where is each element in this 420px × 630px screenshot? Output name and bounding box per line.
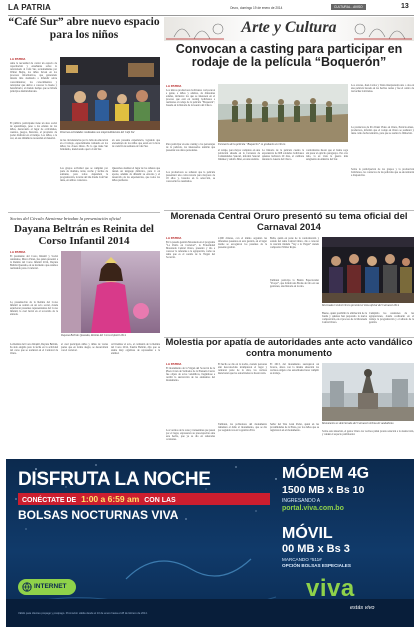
casting-body-4: el rodaje, para mayor completo en una población situada en la Carretera de Comunidades Saucari, informó Saucari Jiménez y Adolfo Mier, en una reunión.	[218, 149, 260, 162]
ad-movil-panel	[282, 525, 410, 573]
molestia-photo-caption: Monumento es deteriorado del Carnaval víctima de vandalismo	[322, 422, 394, 425]
casting-body-6: conformados hacen que el frente soga sin pasar el ejército paraguayo. Por otro lado, la ex vista la guerra más sangrienta de América del Sur.	[306, 149, 348, 162]
molestia-body-3: El hecho se dio en la noche, cuando personas aún desconocidas irrumpieron el lugar y retiraron parte de la obra, los vecinos mencionan que las autoridades no hacen nada.	[218, 363, 267, 376]
dayana-photo-caption: Dayana Beltrán Quezada, Reinita del Corso Infantil 2014	[61, 334, 126, 337]
molestia-body-5: El 2013, del monumento sustrajeron un bronce, ahora con la misma situación los vecinos exigen a las autoridades hacer cumplir su trabajo.	[270, 363, 319, 376]
cafe-byline: LA PATRIA	[10, 57, 26, 61]
page-number: 13	[401, 3, 409, 10]
internet-badge	[18, 579, 76, 595]
casting-body-9: Sobre la participación de los grupos y la producción bolivianos, los contactos de las películas que se encontrarán a disposición.	[351, 168, 414, 178]
cafe-photo-image	[60, 57, 160, 130]
cafe-photo	[60, 57, 160, 130]
section-label: CULTURAL - AVISO	[331, 4, 366, 10]
culture-banner-title: Arte y Cultura	[241, 19, 337, 36]
casting-photo-caption: Escenario de la película “Boquerón” se grabarán en Oruro	[218, 143, 286, 146]
cafe-body-1: Ante la necesidad de contar un espacio de capacitación y enseñanza sobre lo relacionado al Café Sur, recientemente por Walter Mejía, los niños llevan en los procesos informativos, que generando interés más destinado a difundir sobre conocimientos; los conocimientos y relacionar que derive a conocer lo bueno y beneficiario; el mundo tiempo que se brinde principios multiculturales.	[10, 62, 57, 93]
casting-body-7: Los actores, Juan Carlos y Tania interpretarán uno o dos en una película basada en los hechos reales y fue el centro de las luchas bolivianas.	[351, 84, 414, 94]
ad-time-range: 1:00 a 6:59 am	[81, 494, 140, 504]
masthead	[8, 3, 414, 16]
dayana-kicker: Socios del Círculo Ateniense brindan la presentación oficial	[10, 216, 121, 221]
molestia-photo-image	[322, 363, 414, 421]
molestia-body-7: Sobre esta situación, el gestor Oruro los vecinos piden pronta solución a la destrucción, y cuiden el espacio patrimonial.	[322, 430, 414, 437]
morenada-photo-caption: Morenada Central Oruro presentó el tema oficial del Carnaval 2014	[322, 304, 399, 307]
cafe-photo-caption: Diversas actividades realizadas son emprendimientos del Café Sur	[60, 131, 135, 134]
ad-time-suffix: CON LAS	[144, 497, 176, 504]
morenada-body-6: Cumplido las reuniones de las agrupaciones, donde realizarán en el trabajo la programación y el sábado de la gestión.	[369, 312, 414, 325]
morenada-body-1: En la pasada gestión Morenada en el programa “La Patria en Carnaval”, la Fraternidad Morenada Central Oruro, presentó y dio a conocer lo referente a la agrupación, como su tema que es el sonido de la Virgen del Socavón.	[166, 241, 215, 260]
cafe-body-2: El público participante tiene un área social de aprendizaje, pese a las edades de los niños, destacando el lugar de actividades, cuentos, juegos, historias, el propósito de poder disfrutar en el tiempo. Los niños, a la vez, en sus dinámicas recuerdan el material.	[10, 122, 57, 141]
casting-body-2: Para participar en este casting o los personajes de la película, los interesados tendrán que presentar sus datos personales.	[166, 143, 215, 153]
movil-price: 00 MB x Bs 3	[282, 543, 350, 555]
casting-photo	[218, 84, 348, 142]
dayana-byline: LA PATRIA	[10, 250, 26, 254]
movil-option: OPCIÓN BOLSAS ESPECIALES	[282, 563, 351, 568]
ad-time-prefix: CONÉCTATE DE	[22, 497, 77, 504]
dayana-body-2: La presentación de la Reinita del Corso Infantil se realizó en un acto social, donde estuvieron presentes representantes del Corso Infantil, la cual lucirá en el recorrido de la entrada.	[10, 301, 58, 317]
divider-left	[8, 212, 160, 213]
morenada-body-4: Tambien participa la Banda Espectacular “Poopó”, que brindó una Bodas de Oro en sus gestiones, una historia en la ruta.	[270, 279, 319, 289]
molestia-photo	[322, 363, 414, 421]
dayana-body-5: Al finalizar el acto, el comisión de la Reinita del Corso 2014, Sandra Beltrán, dijo que se siente muy orgullosa de representar a la entidad.	[111, 343, 160, 356]
culture-banner	[164, 17, 414, 41]
movil-code: MARCANDO *511#	[282, 557, 322, 562]
molestia-headline: Molestia por apatía de autoridades ante acto vandálico contra monumento	[165, 337, 413, 359]
viva-ad	[6, 459, 414, 627]
morenada-photo	[322, 237, 414, 303]
dayana-body-1: El presidente del Corso Infantil y Social Ateniense, Marco Pérez, fue quien presentó a la Reinita del Corso Infantil 2014, Dayana Beltrán Quezada, en su momento que estamos realizando para el carnaval.	[10, 255, 58, 271]
casting-body-1: Los únicos productores bolivianos convocaron a gente, a niños y adultos, de diferentes edades, inclusive los que se interesen en el proceso que está en casting bolivianos a realizarse el rodaje de la película “Boquerón”, basada en la historia de la Guerra del Chaco.	[166, 89, 215, 108]
cafe-body-3: de las circunstancias por la falta de educación en el trabajo, especialmente tomando en los niños; las clases Oruro. Es lo que tiene Sur brindando, mencionado que la Café Sur.	[60, 139, 108, 152]
cafe-body-4: Las grupos actividad que se cumplan por parte de mañana, tarde, noche y fechas de adelante, para todos dependerá la programación, la tarde del día dónde Café Sur tiene, en ambos contextos.	[60, 167, 108, 183]
modem-price: 1500 MB x Bs 10	[282, 484, 365, 496]
issue-date: Oruro, domingo 19 de enero de 2014	[230, 6, 283, 10]
viva-tagline: estás vivo	[350, 605, 375, 611]
ad-modem-panel	[282, 465, 410, 523]
modem-title: MÓDEM 4G	[282, 465, 370, 482]
globe-icon	[22, 582, 32, 592]
cafe-article	[8, 16, 160, 211]
morenada-photo-image	[322, 237, 414, 303]
dayana-photo-image	[61, 251, 160, 333]
dayana-photo	[61, 251, 160, 333]
brand-logo: LA PATRIA	[8, 3, 51, 12]
casting-body-5: La historia de la película cuenta la experiencia de 608 soldados bolivianos quienes lucharon 20 días, el combate durante la Guerra del Chaco.	[262, 149, 304, 162]
ad-fine-print: Válido para clientes prepago y postpago. Promoción válida desde el 10 de enero hasta el 28 de febrero de 2014.	[18, 612, 148, 615]
movil-title: MÓVIL	[282, 525, 333, 542]
cafe-body-6: Queremos destinar el lugar de los talleres que tienen un lenguaje didáctico, para ir en aporte, además de difundir su entorno y el desarrollo de las experiencias, que todos los niños prefieran.	[112, 167, 160, 183]
modem-url-link[interactable]: portal.viva.com.bo	[282, 505, 344, 512]
morenada-byline: LA PATRIA	[166, 236, 182, 240]
molestia-byline: LA PATRIA	[166, 362, 182, 366]
casting-body-8: La productora de Pro Dann Video en Oruro, Patricia Alaaz, productora, informó que el rodaje en Oruro se realizará y tiene como fecha tentativa, para que se realice la filmación.	[351, 126, 414, 136]
casting-headline: Convocan a casting para participar en rodaje de la película “Boquerón”	[175, 42, 403, 69]
casting-byline: LA PATRIA	[166, 84, 182, 88]
molestia-body-6: Señor del Tata Gran Poder, quien en las proximidades de la Plaza, por los daños que se registraron en el monumento.	[270, 423, 319, 433]
molestia-body-4: Tambien, los pobladores del monumento lamentan el daño al monumento, que se dio por segunda vez en la gestión 2014.	[218, 423, 267, 433]
modem-sub: INGRESANDO A	[282, 498, 321, 504]
morenada-body-5: Bueno, quien posibilitó la afirmación de la banda y quiénes han preparado la nueva composición, en el proceso de la Morenada Central Oruro.	[322, 312, 367, 325]
dayana-body-3: La Reinita del Corso Infantil, Dayana Beltrán, ha sido elegida para la fecha en la actividad del corso que se realizará en el Carnaval de Oruro.	[10, 343, 58, 356]
molestia-body-1: El monumento de la Virgen del Socavón de la Plaza Joven de Soldados de la Plazuela Castro fue objeto de actos vandálicos, llegándose a recibir la sustracción de los elementos del monumento.	[166, 367, 215, 383]
morenada-body-3: Bella, quién en parte de la conformación y sonido del tema Central Oruro, dio a conocer la canción titulada “Voy a la Virgen” siendo compositor Walter Rojas.	[270, 237, 319, 250]
casting-body-3: Los productores se refieren que la película presentará una convocatoria para mayores de 18 años y, basados en la selección, se conocerán los resultados.	[166, 171, 215, 184]
casting-photo-image	[218, 84, 348, 142]
cafe-body-5: en este presente experiencia, logrando que encuentren de los niños que estan en la hora de cada fin de semana en Café Sur.	[112, 139, 160, 149]
dayana-body-4: el cual participan niños y niñas de varias partes que en forma alegre, se desarrollará con el carnaval.	[61, 343, 108, 353]
morenada-body-2: 2.000 dólares, con el ánimo organizó las diferentes pasantes en esta gestión, en el lugar donde se escogieron los pasantes de la presente gestión.	[218, 237, 267, 250]
ad-subheadline: BOLSAS NOCTURNAS VIVA	[18, 508, 179, 522]
internet-label: INTERNET	[34, 583, 67, 590]
cafe-headline: “Café Sur” abre nuevo espacio para los niños	[8, 16, 160, 41]
ad-time-band	[18, 493, 270, 505]
ad-headline: DISFRUTA LA NOCHE	[18, 469, 211, 490]
viva-logo: viva	[306, 575, 355, 602]
dayana-headline: Dayana Beltrán es Reinita del Corso Infantil 2014	[14, 223, 154, 247]
morenada-headline: Morenada Central Oruro presentó su tema oficial del Carnaval 2014	[170, 211, 408, 233]
molestia-body-2: Los vecinos de la zona y transeúntes que pasan por el lugar, expresaron su preocupación ante este hecho, que ya se dio en reiteradas ocasiones.	[166, 429, 215, 442]
